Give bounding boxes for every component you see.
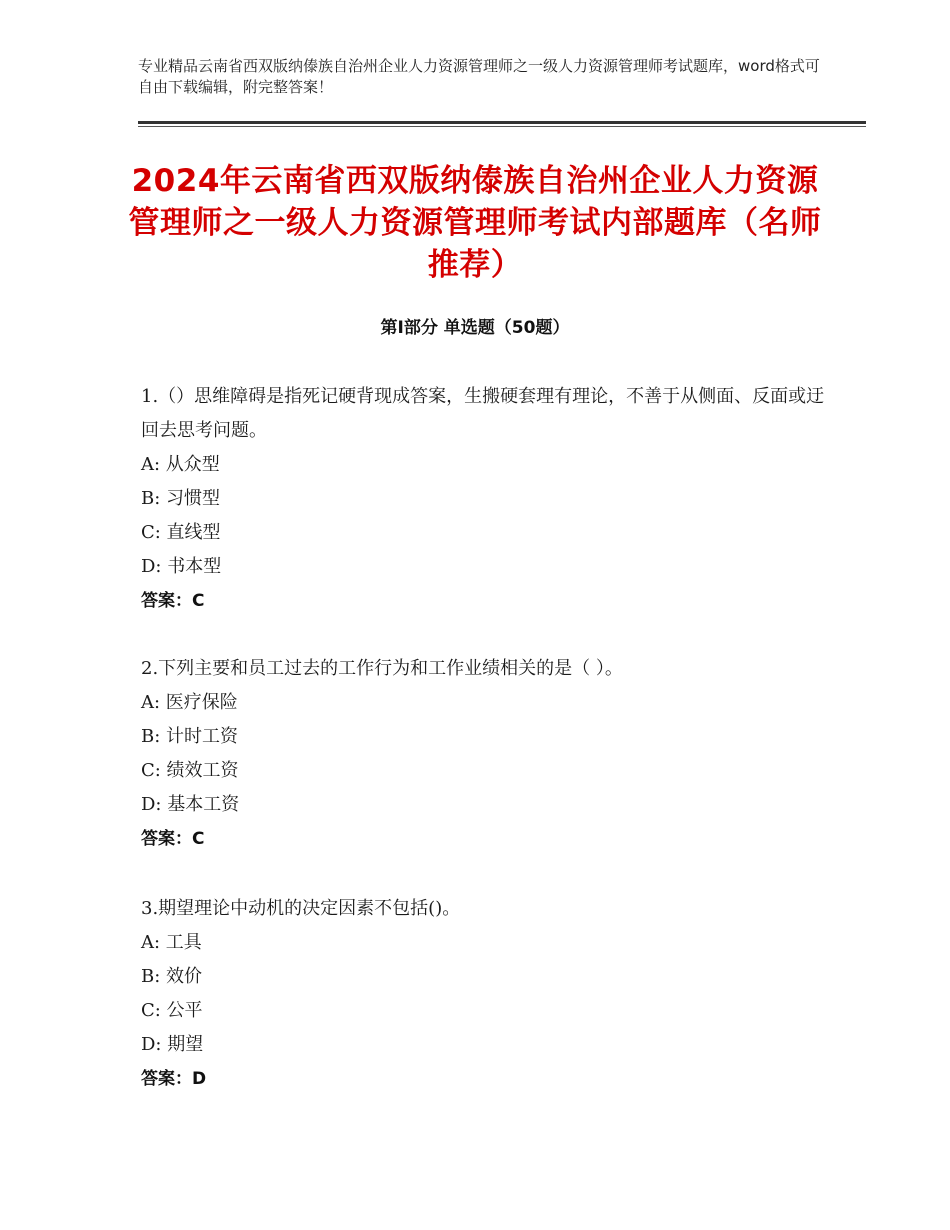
header-rule-thick <box>138 121 866 124</box>
option-b: B: 习惯型 <box>141 488 221 509</box>
option-c: C: 绩效工资 <box>141 760 239 781</box>
option-a: A: 医疗保险 <box>141 692 238 713</box>
option-c: C: 直线型 <box>141 522 221 543</box>
answer: 答案：D <box>141 1069 207 1089</box>
answer: 答案：C <box>141 591 205 611</box>
option-d: D: 基本工资 <box>141 794 240 815</box>
question-2 <box>141 652 831 856</box>
option-a: A: 工具 <box>141 932 202 953</box>
question-3 <box>141 892 831 1096</box>
option-d: D: 书本型 <box>141 556 222 577</box>
option-c: C: 公平 <box>141 1000 203 1021</box>
header-note: 专业精品云南省西双版纳傣族自治州企业人力资源管理师之一级人力资源管理师考试题库，word格式可自由下载编辑，附完整答案！ <box>138 57 820 96</box>
option-b: B: 效价 <box>141 966 203 987</box>
option-a: A: 从众型 <box>141 454 220 475</box>
section-title: 第Ⅰ部分 单选题（50题） <box>380 318 570 338</box>
question-stem: 3.期望理论中动机的决定因素不包括()。 <box>141 898 461 919</box>
question-stem: 1.（）思维障碍是指死记硬背现成答案，生搬硬套理有理论，不善于从侧面、反面或迂回去思考问题。 <box>141 386 825 441</box>
option-d: D: 期望 <box>141 1034 204 1055</box>
question-1 <box>141 380 831 618</box>
question-stem: 2.下列主要和员工过去的工作行为和工作业绩相关的是（ ）。 <box>141 658 623 679</box>
option-b: B: 计时工资 <box>141 726 239 747</box>
document-title: 2024年云南省西双版纳傣族自治州企业人力资源管理师之一级人力资源管理师考试内部题库（名师推荐） <box>128 163 822 283</box>
answer: 答案：C <box>141 829 205 849</box>
header-rule-thin <box>138 126 866 127</box>
